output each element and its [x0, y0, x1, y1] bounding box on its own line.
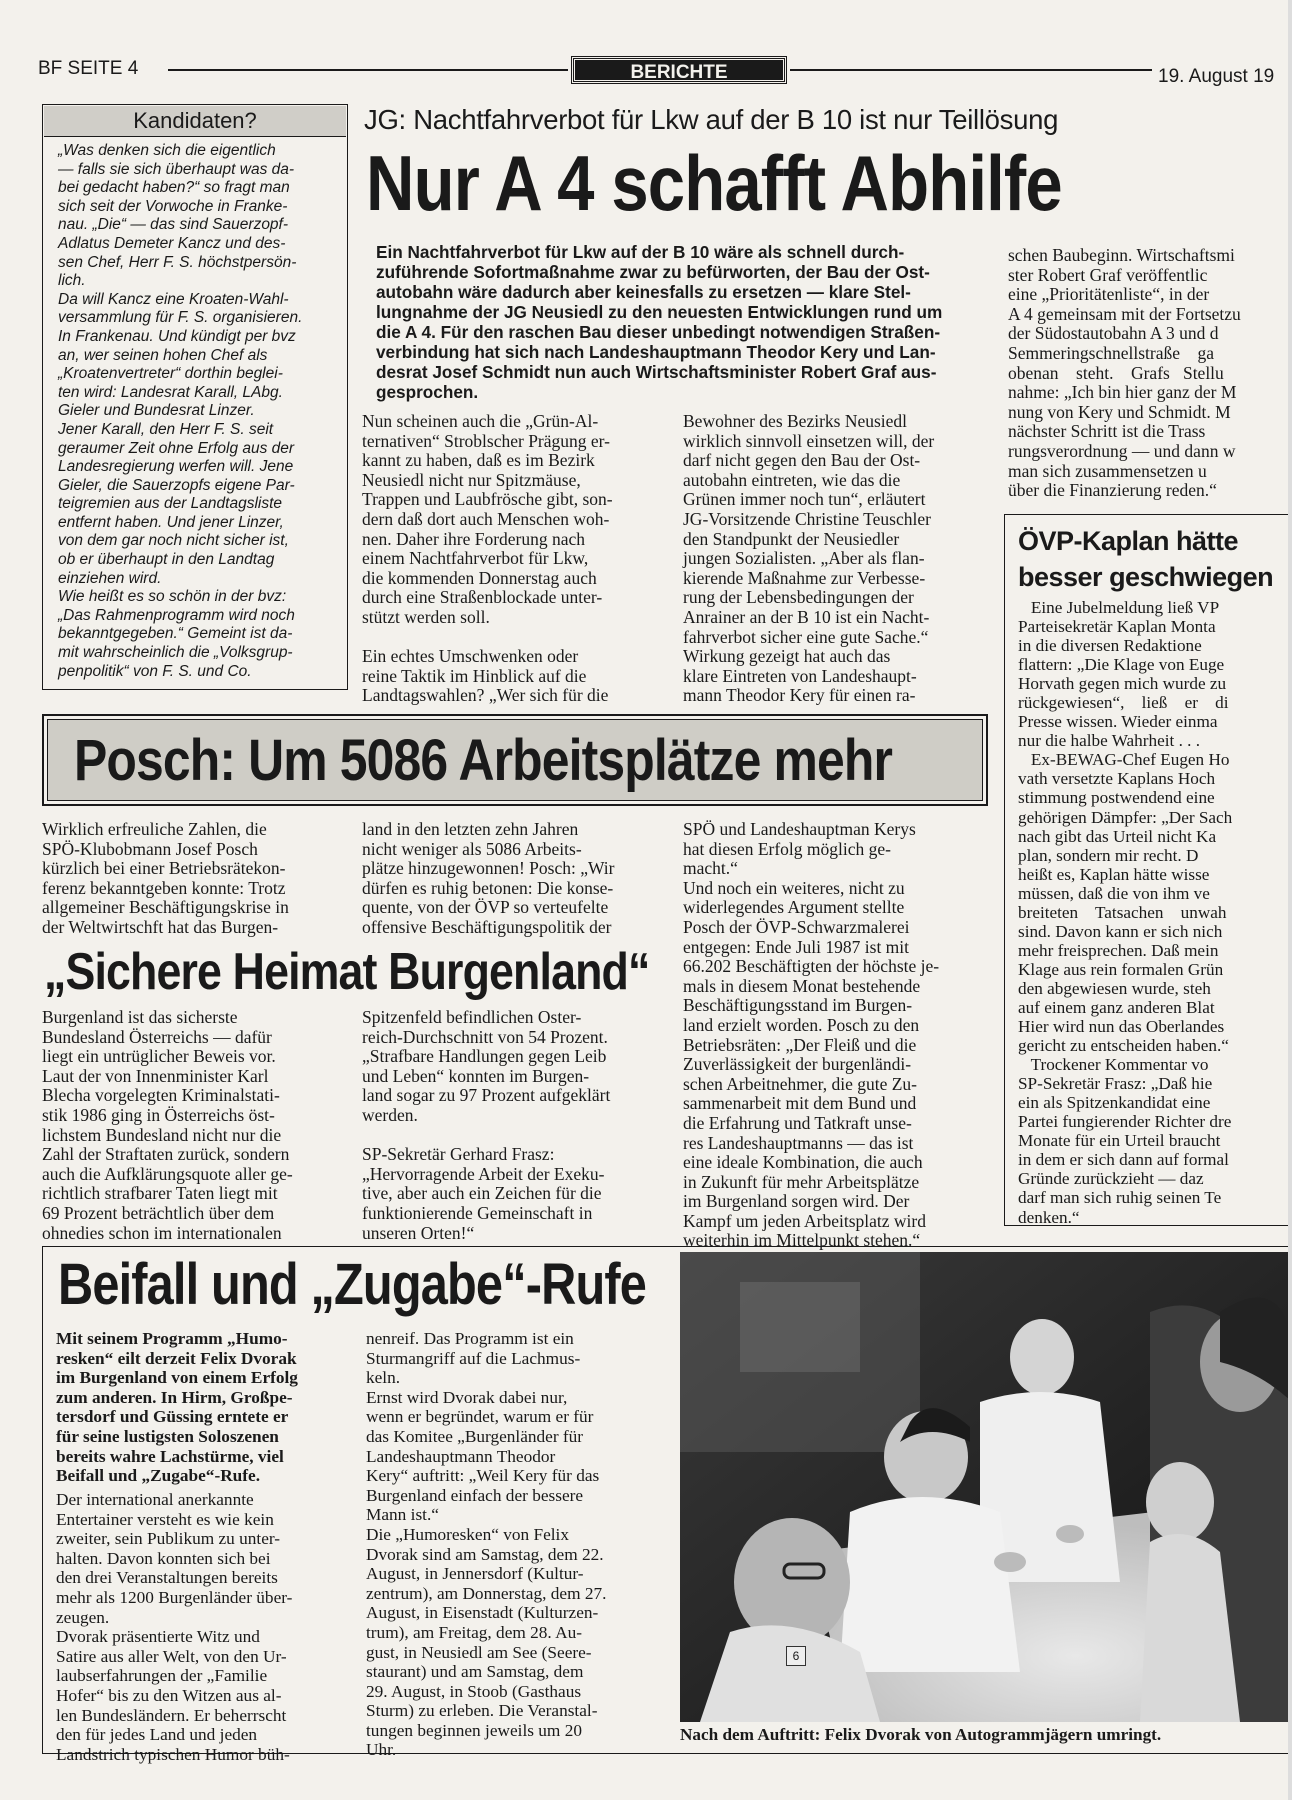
beifall-lead: Mit seinem Programm „Humo- resken“ eilt derzeit Felix Dvorak im Burgenland von einem Erfolg zum anderen. In Hirm, Großpe- tersdorf und Güssing erntete er für seine lustigsten Soloszenen bereits wahre Lachstürme, viel Beifall und „Zugabe“-Rufe. — [56, 1329, 298, 1486]
heimat-col1: Burgenland ist das sicherste Bundesland Österreichs — dafür liegt ein untrüglicher Beweis vor. Laut der von Innenminister Karl Blecha vorgelegten Kriminalstati- stik 1986 ging in Österreichs öst- lichstem Bundesland nicht nur die Zahl der Straftaten zurück, sondern auch die Aufklärungsquote aller ge- richtlich strafbarer Taten liegt mit 69 Prozent beträchtlich über dem ohnedies schon im internationalen — [42, 1007, 293, 1243]
dvorak-photo — [680, 1252, 1292, 1722]
a4-headline: Nur A 4 schafft Abhilfe — [366, 139, 1062, 227]
header-rule-left — [168, 69, 568, 71]
page-edge — [1288, 0, 1292, 1800]
beifall-col2: nenreif. Das Programm ist ein Sturmangriff auf die Lachmus- keln. Ernst wird Dvorak dabei nur, wenn er begründet, warum er für das Komitee „Burgenländer für Landeshauptmann Theodor Kery“ auftritt: „Weil Kery für das Burgenland einfach der bessere Mann ist.“ Die „Humoresken“ von Felix Dvorak sind am Samstag, dem 22. August, in Jennersdorf (Kultur- zentrum), am Donnerstag, dem 27. August, in Eisenstadt (Kulturzen- trum), am Freitag, dem 28. Au- gust, in Neusiedl am See (Seere- staurant) und am Samstag, dem 29. August, in Stoob (Gasthaus Sturm) zu erleben. Die Veranstal- tungen beginnen jeweils um 20 Uhr. — [366, 1329, 607, 1760]
posch-col1: Wirklich erfreuliche Zahlen, die SPÖ-Klubobmann Josef Posch kürzlich bei einer Betriebsrätekon- ferenz bekanntgeben konnte: Trotz allgemeiner Beschäftigungskrise in der Weltwirtschft hat das Burgen- — [42, 819, 289, 937]
oevp-text: Eine Jubelmeldung ließ VP Parteisekretär Kaplan Monta in die diversen Redaktione flattern: „Die Klage von Euge Horvath gegen mich wurde zu rückgewiesen“, ließ er di Presse wissen. Wieder einma nur die halbe Wahrheit . . . Ex-BEWAG-Chef Eugen Ho vath versetzte Kaplans Hoch stimmung postwendend eine gehörigen Dämpfer: „Der Sach nach gibt das Urteil nicht Ka plan, sondern mir recht. D heißt es, Kaplan hätte wisse müssen, daß die von ihm ve breiteten Tatsachen unwah sind. Davon kann er sich nich mehr freisprechen. Daß mein Klage aus rein formalen Grün den abgewiesen wurde, steh auf einem ganz anderen Blat Hier wird nun das Oberlandes gericht zu entscheiden haben.“ Trockener Kommentar vo SP-Sekretär Frasz: „Daß hie ein als Spitzenkandidat eine Partei fungierender Richter dre Monate für ein Urteil braucht in dem er sich dann auf formal Gründe zurückzieht — daz darf man sich ruhig seinen Te denken.“ — [1018, 598, 1233, 1227]
beifall-headline: Beifall und „Zugabe“-Rufe — [58, 1252, 646, 1317]
a4-kicker: JG: Nachtfahrverbot für Lkw auf der B 10 ist nur Teillösung — [364, 104, 1059, 135]
kandidaten-title: Kandidaten? — [44, 106, 346, 137]
oevp-headline-1: ÖVP-Kaplan hätte — [1018, 526, 1239, 556]
photo-caption: Nach dem Auftritt: Felix Dvorak von Autogrammjägern umringt. — [680, 1725, 1162, 1744]
oevp-headline-2: besser geschwiegen — [1018, 562, 1274, 592]
page-label: BF SEITE 4 — [38, 58, 139, 79]
posch-col3: SPÖ und Landeshauptman Kerys hat diesen Erfolg möglich ge- macht.“ Und noch ein weiteres, nicht zu widerlegendes Argument stellte Posch der ÖVP-Schwarzmalerei entgegen: Ende Juli 1987 ist mit 66.202 Beschäftigten der höchste je- mals in diesem Monat bestehende Beschäftigungsstand im Burgen- land erzielt worden. Posch zu den Betriebsräten: „Der Fleiß und die Zuverlässigkeit der burgenländi- schen Arbeitnehmer, die gute Zu- sammenarbeit mit dem Bund und die Erfahrung und Tatkraft unse- res Landeshauptmanns — das ist eine ideale Kombination, die auch in Zukunft für mehr Arbeitsplätze im Burgenland sorgen wird. Der Kampf um jeden Arbeitsplatz wird weiterhin im Mittelpunkt stehen.“ — [683, 819, 940, 1251]
heimat-col2: Spitzenfeld befindlichen Oster- reich-Durchschnitt von 54 Prozent. „Strafbare Handlungen gegen Leib und Leben“ konnten im Burgen- land sogar zu 97 Prozent aufgeklärt werden. SP-Sekretär Gerhard Frasz: „Hervorragende Arbeit der Exeku- tive, aber auch ein Zeichen für die funktionierende Gemeinschaft in unseren Orten!“ — [362, 1007, 611, 1243]
header-rule-right — [790, 69, 1152, 71]
photo-illustration — [680, 1252, 1292, 1722]
a4-col2: Bewohner des Bezirks Neusiedl wirklich sinnvoll einsetzen will, der darf nicht gegen den Bau der Ost- autobahn eintreten, wie das die Grünen immer noch tun“, erläutert JG-Vorsitzende Christine Teuschler den Standpunkt der Neusiedler jungen Sozialisten. „Aber als flan- kierende Maßnahme zur Verbesse- rung der Lebensbedingungen der Anrainer an der B 10 ist ein Nacht- fahrverbot sicher eine gute Sache.“ Wirkung gezeigt hat auch das klare Eintreten von Landeshaupt- mann Theodor Kery für einen ra- — [683, 411, 935, 706]
heimat-headline: „Sichere Heimat Burgenland“ — [44, 943, 650, 1001]
posch-headline: Posch: Um 5086 Arbeitsplätze mehr — [74, 728, 893, 793]
a4-lead: Ein Nachtfahrverbot für Lkw auf der B 10 wäre als schnell durch- zuführende Sofortmaßnahme zwar zu befürworten, der Bau der Ost- autobahn wäre dadurch aber keinesfalls zu ersetzen — klare Stel- lungnahme der JG Neusiedl zu den neuesten Entwicklungen rund um die A 4. Für den raschen Bau dieser unbedingt notwendigen Straßen- verbindung hat sich nach Landeshauptmann Theodor Kery und Lan- desrat Josef Schmidt nun auch Wirtschaftsminister Robert Graf aus- gesprochen. — [376, 242, 943, 402]
posch-col2: land in den letzten zehn Jahren nicht weniger als 5086 Arbeits- plätze hinzugewonnen! Posch: „Wir dürfen es ruhig betonen: Die konse- quente, von der ÖVP so verteufelte offensive Beschäftigungspolitik der — [362, 819, 615, 937]
photo-number: 6 — [786, 1646, 806, 1666]
section-label: BERICHTE — [572, 57, 786, 83]
beifall-col1: Der international anerkannte Entertainer versteht es wie kein zweiter, sein Publikum zu unter- halten. Davon konnten sich bei den drei Veranstaltungen bereits mehr als 1200 Burgenländer über- zeugen. Dvorak präsentierte Witz und Satire aus aller Welt, von den Ur- laubserfahrungen der „Familie Hofer“ bis zu den Witzen aus al- len Bundesländern. Er beherrscht den für jedes Land und jeden Landstrich typischen Humor büh- — [56, 1490, 293, 1764]
kandidaten-text: „Was denken sich die eigentlich — falls sie sich überhaupt was da- bei gedacht haben?“ so fragt man sich seit der Vorwoche in Franke- nau. „Die“ — das sind Sauerzopf- Adlatus Demeter Kancz und des- sen Chef, Herr F. S. höchstpersön- lich. Da will Kancz eine Kroaten-Wahl- versammlung für F. S. organisieren. In Frankenau. Und kündigt per bvz an, wer seinen hohen Chef als „Kroatenvertreter“ dorthin beglei- ten wird: Landesrat Karall, LAbg. Gieler und Bundesrat Linzer. Jener Karall, den Herr F. S. seit geraumer Zeit ohne Erfolg aus der Landesregierung werfen will. Jene Gieler, die Sauerzopfs eigene Par- teigremien aus der Landtagsliste entfernt haben. Und jener Linzer, von dem gar noch nicht sicher ist, ob er überhaupt in den Landtag einziehen wird. Wie heißt es so schön in der bvz: „Das Rahmenprogramm wird noch bekanntgegeben.“ Gemeint ist da- mit wahrscheinlich die „Volksgrup- penpolitik“ von F. S. und Co. — [58, 142, 303, 680]
a4-col1: Nun scheinen auch die „Grün-Al- ternativen“ Stroblscher Prägung er- kannt zu haben, daß es im Bezirk Neusiedl nicht nur Spitzmäuse, Trappen und Laubfrösche gibt, son- dern daß dort auch Menschen woh- nen. Daher ihre Forderung nach einem Nachtfahrverbot für Lkw, die kommenden Donnerstag auch durch eine Straßenblockade unter- stützt werden soll. Ein echtes Umschwenken oder reine Taktik im Hinblick auf die Landtagswahlen? „Wer sich für die — [362, 411, 613, 706]
page-date: 19. August 19 — [1158, 66, 1275, 87]
a4-col3: schen Baubeginn. Wirtschaftsmi ster Robert Graf veröffentlic eine „Prioritätenliste“, in der A 4 gemeinsam mit der Fortsetzu der Südostautobahn A 3 und d Semmeringschnellstraße ga obenan steht. Grafs Stellu nahme: „Ich bin hier ganz der M nung von Kery und Schmidt. M nächster Schritt ist die Trass rungsverordnung — und dann w man sich zusammensetzen u über die Finanzierung reden.“ — [1008, 245, 1241, 501]
